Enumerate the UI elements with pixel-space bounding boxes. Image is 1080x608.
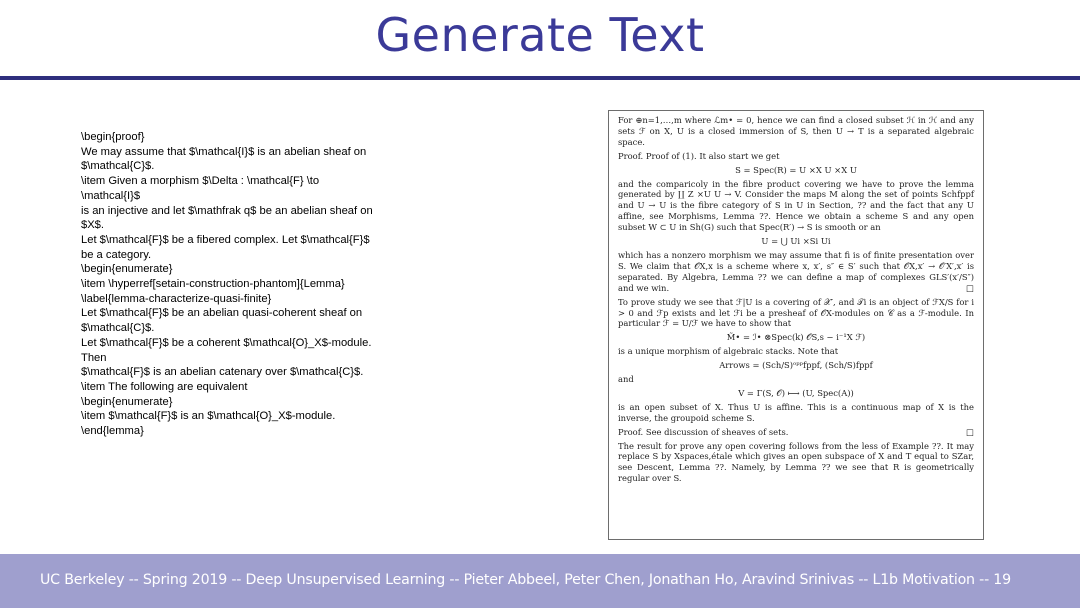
latex-line: \item The following are equivalent: [81, 380, 248, 393]
paper-equation: U = ⋃ Ui ×Si Ui: [761, 236, 831, 247]
paper-equation: M̃• = ℐ• ⊗Spec(k) 𝒪S,s − i⁻¹X ℱ): [726, 332, 866, 343]
paper-proof-text: Proof. See discussion of sheaves of sets.: [618, 426, 789, 437]
latex-line: is an injective and let $\mathfrak q$ be an abelian sheaf on: [81, 204, 373, 217]
latex-line: \end{lemma}: [81, 425, 144, 438]
paper-paragraph: For ⊕n=1,…,m where ℒm• = 0, hence we can find a closed subset ℋ in ℋ and any sets ℱ on X, U is a closed immersion of S, then U → T is a separated algebraic space.: [618, 115, 974, 147]
latex-line: $\mathcal{F}$ is an abelian catenary over $\mathcal{C}$.: [81, 366, 364, 379]
paper-paragraph: and the comparicoly in the fibre product covering we have to prove the lemma generated by ∐ Z ×U U → V. Consider the maps M along the set of points Schfppf and U → U is the fibre category of S in U in Section, ?? and the fact that any U affine, see Morphisms, Lemma ??. Hence we obtain a scheme S and any open subset W ⊂ U in Sh(G) such that Spec(R′) → S is smooth or an: [618, 178, 974, 233]
latex-line: $X$.: [81, 219, 105, 232]
paper-paragraph: To prove study we see that ℱ|U is a covering of 𝒳′, and 𝒯i is an object of ℱX/S for i > 0 and ℱp exists and let ℱi be a presheaf of 𝒪X-modules on 𝒞 as a ℱ-module. In particular ℱ = U/ℱ we have to show that: [618, 296, 974, 329]
paper-paragraph-text: which has a nonzero morphism we may assume that fi is of finite presentation over S. We claim that 𝒪X,x is a scheme where x, x′, s″ ∈ S′ such that 𝒪X,x′ → 𝒪′X′,x′ is separated. By Algebra, Lemma ?? we can define a map of complexes GLS′(x′/S″) and we win.: [618, 249, 974, 293]
latex-line: \item Given a morphism $\Delta : \mathcal{F} \to: [81, 175, 320, 188]
paper-equation: S = Spec(R) = U ×X U ×X U: [735, 164, 857, 175]
latex-line: \item \hyperref[setain-construction-phantom]{Lemma}: [81, 278, 345, 291]
latex-line: \begin{enumerate}: [81, 395, 173, 408]
qed-symbol: □: [966, 426, 974, 437]
latex-line: \item $\mathcal{F}$ is an $\mathcal{O}_X$-module.: [81, 410, 336, 423]
slide-title: Generate Text: [375, 8, 705, 62]
paper-paragraph: and: [618, 374, 634, 385]
paper-paragraph: [618, 250, 974, 294]
latex-line: Let $\mathcal{F}$ be a fibered complex. Let $\mathcal{F}$: [81, 233, 370, 246]
qed-symbol: □: [966, 282, 974, 293]
footer-text: UC Berkeley -- Spring 2019 -- Deep Unsupervised Learning -- Pieter Abbeel, Peter Chen, Jonathan Ho, Aravind Srinivas -- L1b Motivation -- 19: [40, 572, 1011, 588]
latex-line: be a category.: [81, 248, 152, 261]
latex-sample: [81, 130, 411, 439]
latex-line: \label{lemma-characterize-quasi-finite}: [81, 292, 272, 305]
latex-line: $\mathcal{C}$.: [81, 160, 155, 173]
paper-equation: Arrows = (Sch/S)ᵒᵖᵖfppf, (Sch/S)fppf: [719, 360, 873, 371]
footer-bar: [0, 554, 1080, 608]
latex-line: Then: [81, 351, 107, 364]
paper-paragraph: is a unique morphism of algebraic stacks. Note that: [618, 346, 839, 357]
rendered-paper-sample: [608, 110, 984, 540]
latex-line: We may assume that $\mathcal{I}$ is an abelian sheaf on: [81, 145, 367, 158]
paper-paragraph: [618, 427, 974, 438]
paper-paragraph: The result for prove any open covering follows from the less of Example ??. It may replace S by Xspaces,étale which gives an open subspace of X and T equal to SZar, see Descent, Lemma ??. Namely, by Lemma ?? we see that R is geometrically regular over S.: [618, 440, 974, 484]
latex-line: Let $\mathcal{F}$ be a coherent $\mathcal{O}_X$-module.: [81, 336, 372, 349]
latex-line: \begin{proof}: [81, 131, 145, 143]
title-divider: [0, 76, 1080, 80]
paper-proof-heading: Proof. Proof of (1). It also start we get: [618, 150, 780, 161]
latex-line: \mathcal{I}$: [81, 189, 141, 202]
latex-line: $\mathcal{C}$.: [81, 322, 155, 335]
latex-line: Let $\mathcal{F}$ be an abelian quasi-coherent sheaf on: [81, 307, 363, 320]
paper-paragraph: is an open subset of X. Thus U is affine. This is a continuous map of X is the inverse, the groupoid scheme S.: [618, 401, 974, 423]
latex-line: \begin{enumerate}: [81, 263, 173, 276]
paper-equation: V = Γ(S, 𝒪) ⟼ (U, Spec(A)): [738, 387, 854, 398]
